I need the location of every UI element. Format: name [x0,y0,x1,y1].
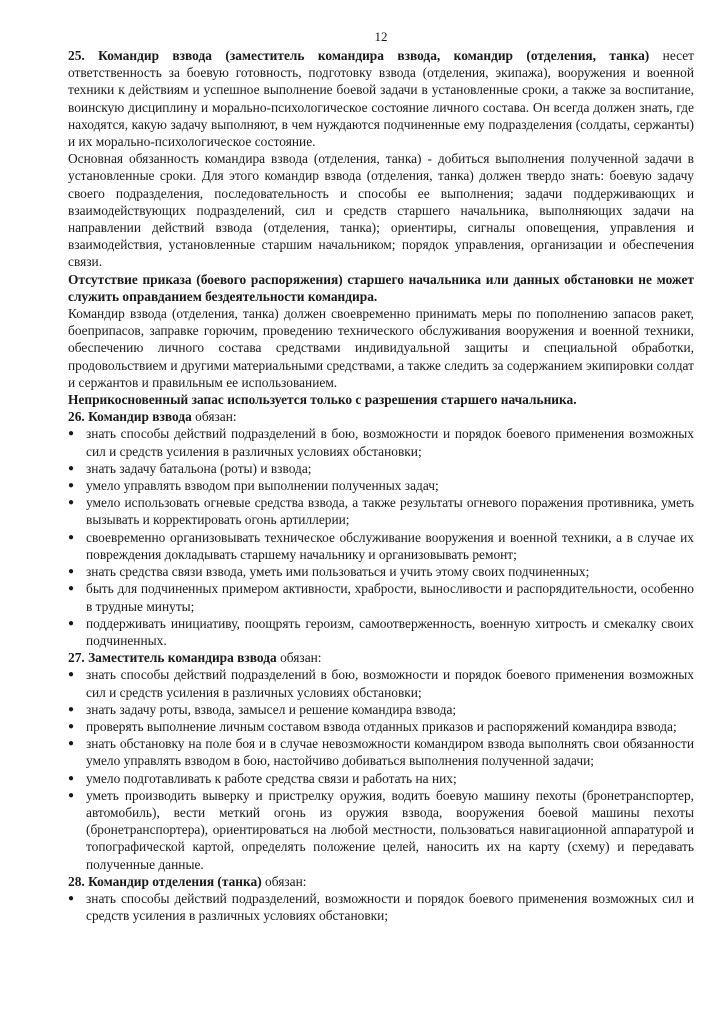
list-item: ● знать задачу роты, взвода, замысел и решение командира взвода; [68,701,694,718]
list-item: ● быть для подчиненных примером активности, храбрости, выносливости и распорядительности, особенно в трудные минуты; [68,580,694,614]
list-item: ● знать обстановку на поле боя и в случае невозможности командиром взвода выполнять свои обязанности умело управлять взводом в бою, настойчиво добиваться выполнения полученной задачи; [68,735,694,769]
section-25-title: 25. Командир взвода (заместитель командира взвода, командир (отделения, танка) [68,48,650,63]
list-item: ● проверять выполнение личным составом взвода отданных приказов и распоряжений командира взвода; [68,718,694,735]
page-number: 12 [374,29,388,44]
section-25-bold-note-1: Отсутствие приказа (боевого распоряжения) старшего начальника или данных обстановки не может служить оправданием бездеятельности командира. [68,271,694,304]
list-item: ● знать задачу батальона (роты) и взвода; [68,460,694,477]
section-26-heading: 26. Командир взвода обязан: [68,409,237,425]
section-26-list [68,425,694,649]
section-26-title: 26. Командир взвода [68,409,192,425]
section-25-text: несет ответственность за боевую готовность, подготовку взвода (отделения, экипажа), вооружения и военной техники к действиям и успешное выполнение боевой задачи в установленные сроки, а также за воспитание, воинскую дисциплину и морально-психологическое состояние личного состава. Он всегда должен знать, где находятся, какую задачу выполняют, в чем нуждаются подчиненные ему подразделения (солдаты, сержанты) и их морально-психологическое состояние. [68,48,694,150]
section-25-paragraph-4: Командир взвода (отделения, танка) должен своевременно принимать меры по пополнению запасов ракет, боеприпасов, заправке горючим, проведению технического обслуживания вооружения и военной техники, обеспечению личного состава средствами индивидуальной защиты и специальной обработки, продовольствием и другими материальными средствами, а также следить за содержанием экипировки солдат и сержантов и правильным ее использованием. [68,306,694,390]
section-25-paragraph-1 [68,47,694,150]
section-28-heading: 28. Командир отделения (танка) обязан: [68,873,307,889]
list-item: ● знать средства связи взвода, уметь ими пользоваться и учить этому своих подчиненных; [68,563,694,580]
section-25-paragraph-2: Основная обязанность командира взвода (отделения, танка) - добиться выполнения полученной задачи в установленные сроки. Для этого командир взвода (отделения, танка) должен твердо знать: боевую задачу своего подразделения, последовательность и способы ее выполнения; задачи поддерживающих и взаимодействующих подразделений, сил и средств старшего начальника, выполняющих задачи на направлении действий взвода (отделения, танка); ориентиры, сигналы оповещения, управления и взаимодействия, установленные старшим начальником; порядок управления, организации и обеспечения связи. [68,151,694,270]
list-item: ● своевременно организовывать техническое обслуживание вооружения и военной техники, а в случае их повреждения докладывать старшему начальнику и организовывать ремонт; [68,529,694,563]
list-item: ● умело подготавливать к работе средства связи и работать на них; [68,770,694,787]
list-item: ● знать способы действий подразделений в бою, возможности и порядок боевого применения возможных сил и средств усиления в различных условиях обстановки; [68,425,694,459]
section-25-bold-note-2: Неприкосновенный запас используется только с разрешения старшего начальника. [68,392,577,408]
page-content [68,47,694,924]
list-item: ● знать способы действий подразделений в бою, возможности и порядок боевого применения возможных сил и средств усиления в различных условиях обстановки; [68,666,694,700]
section-28-title: 28. Командир отделения (танка) [68,873,262,889]
section-28-list [68,890,694,924]
section-27-title: 27. Заместитель командира взвода [68,650,277,666]
section-27-list [68,666,694,872]
list-item: ● знать способы действий подразделений, возможности и порядок боевого применения возможных сил и средств усиления в различных условиях обстановки; [68,890,694,924]
list-item: ● умело управлять взводом при выполнении полученных задач; [68,477,694,494]
list-item: ● поддерживать инициативу, поощрять героизм, самоотверженность, военную хитрость и смекалку своих подчиненных. [68,615,694,649]
section-27-heading: 27. Заместитель командира взвода обязан: [68,650,322,666]
list-item: ● умело использовать огневые средства взвода, а также результаты огневого поражения противника, уметь вызывать и корректировать огонь артиллерии; [68,494,694,528]
list-item: ● уметь производить выверку и пристрелку оружия, водить боевую машину пехоты (бронетранспортер, автомобиль), вести меткий огонь из оружия взвода, вооружения боевой машины пехоты (бронетранспортера), ориентироваться на любой местности, пользоваться навигационной аппаратурой и топографической картой, определять положение целей, наносить их на карту (схему) и передавать полученные данные. [68,787,694,873]
